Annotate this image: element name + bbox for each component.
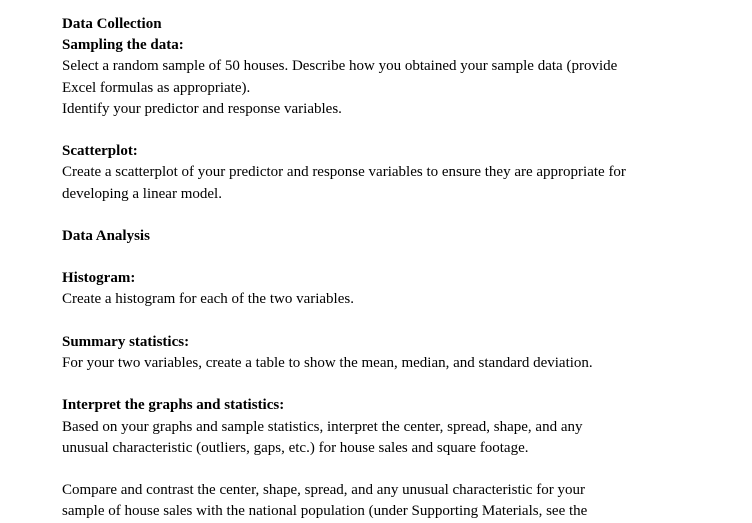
subheading-interpret: Interpret the graphs and statistics:: [62, 397, 285, 414]
paragraph-line: Compare and contrast the center, shape, spread, and any unusual characteristic for your: [62, 482, 585, 499]
subheading-histogram: Histogram:: [62, 270, 136, 287]
blank-line: [62, 120, 742, 141]
blank-line: [62, 247, 742, 268]
subheading-summary-statistics: Summary statistics:: [62, 333, 190, 350]
blank-line: [62, 374, 742, 395]
paragraph-line: For your two variables, create a table to show the mean, median, and standard deviation.: [62, 355, 593, 371]
paragraph-line: Create a histogram for each of the two variables.: [62, 291, 354, 308]
document-body: [62, 14, 742, 523]
paragraph-line: unusual characteristic (outliers, gaps, etc.) for house sales and square footage.: [62, 439, 529, 456]
paragraph-line: Create a scatterplot of your predictor and response variables to ensure they are appropriate for: [62, 164, 626, 181]
blank-line: [62, 311, 742, 332]
subheading-sampling: Sampling the data:: [62, 37, 184, 54]
heading-data-collection: Data Collection: [62, 16, 162, 32]
blank-line: [62, 459, 742, 480]
subheading-scatterplot: Scatterplot:: [62, 143, 138, 160]
paragraph-line: Identify your predictor and response variables.: [62, 100, 342, 117]
paragraph-line: Select a random sample of 50 houses. Describe how you obtained your sample data (provide: [62, 58, 618, 75]
blank-line: [62, 205, 742, 226]
paragraph-line: developing a linear model.: [62, 185, 222, 202]
paragraph-line: Excel formulas as appropriate).: [62, 79, 251, 96]
heading-data-analysis: Data Analysis: [62, 227, 150, 244]
paragraph-line: Based on your graphs and sample statistics, interpret the center, spread, shape, and any: [62, 418, 583, 435]
paragraph-line: sample of house sales with the national population (under Supporting Materials, see the: [62, 503, 588, 520]
